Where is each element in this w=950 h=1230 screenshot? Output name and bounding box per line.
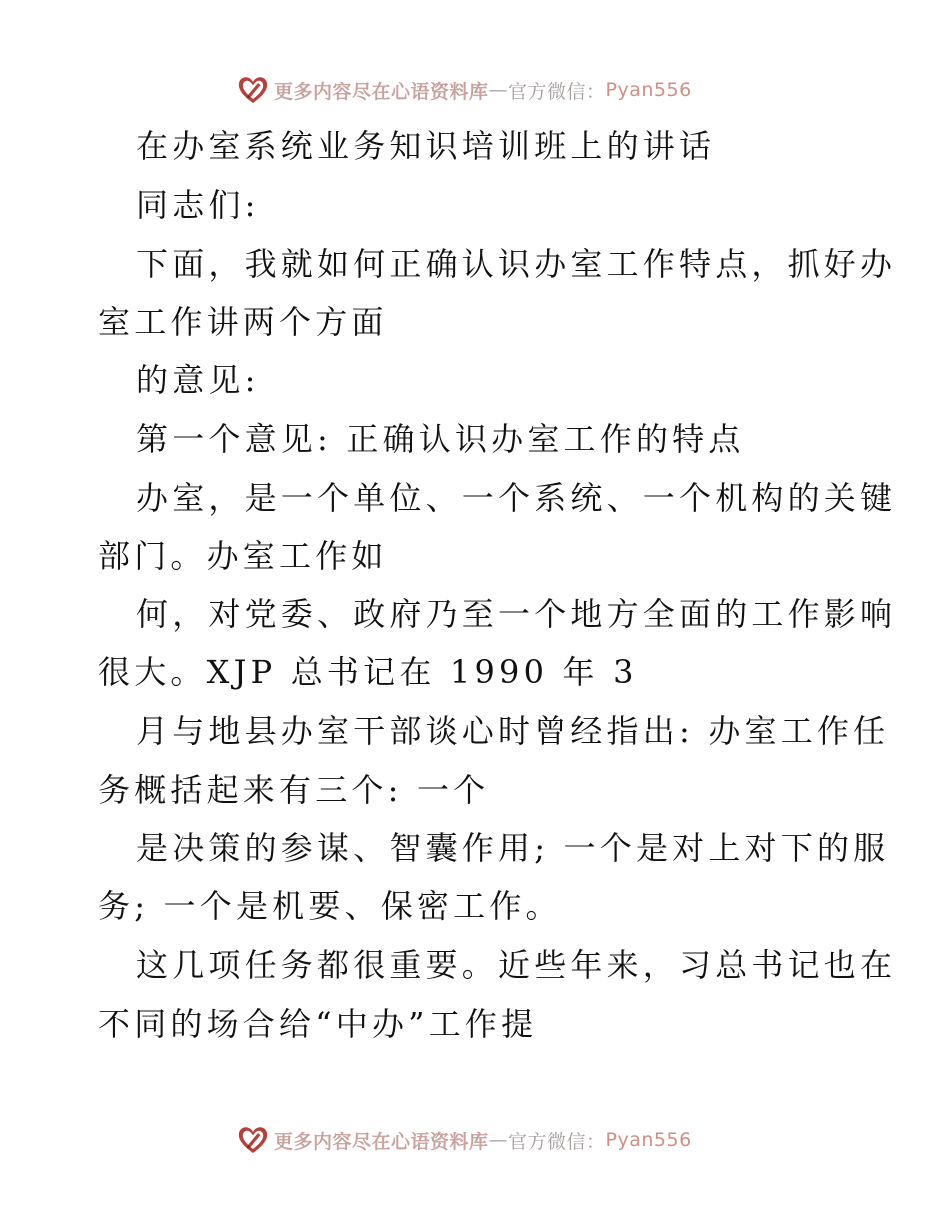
paragraph-line: 何，对党委、政府乃至一个地方全面的工作影响 (136, 595, 897, 633)
document-title: 在办室系统业务知识培训班上的讲话 (136, 127, 716, 165)
banner-main-text: 更多内容尽在心语资料库 (274, 1130, 489, 1153)
section-heading: 第一个意见: 正确认识办室工作的特点 (136, 420, 745, 458)
banner-sub-text: 官方微信： (508, 1130, 606, 1153)
paragraph-line: 室工作讲两个方面 (98, 303, 388, 341)
paragraph-line: 务; 一个是机要、保密工作。 (98, 887, 562, 925)
header-watermark-banner (236, 72, 692, 108)
paragraph-line: 不同的场合给“中办”工作提 (98, 1005, 538, 1043)
banner-dash: — (488, 1129, 509, 1151)
paragraph-line: 很大。XJP 总书记在 1990 年 3 (98, 653, 638, 691)
paragraph-line: 务概括起来有三个: 一个 (98, 771, 490, 809)
banner-handle: Pyan556 (605, 1129, 692, 1151)
paragraph-line: 下面，我就如何正确认识办室工作特点，抓好办 (136, 245, 897, 283)
footer-watermark-banner (236, 1122, 692, 1158)
banner-dash: — (488, 79, 509, 101)
heart-pen-logo-icon (236, 73, 270, 107)
paragraph-line: 部门。办室工作如 (98, 537, 388, 575)
paragraph-line: 这几项任务都很重要。近些年来，习总书记也在 (136, 946, 897, 984)
paragraph-line: 是决策的参谋、智囊作用; 一个是对上对下的服 (136, 829, 890, 867)
salutation: 同志们: (136, 186, 260, 224)
paragraph-line: 的意见: (136, 361, 260, 399)
banner-handle: Pyan556 (605, 79, 692, 101)
paragraph-line: 办室，是一个单位、一个系统、一个机构的关键 (136, 479, 897, 517)
banner-main-text: 更多内容尽在心语资料库 (274, 80, 489, 103)
paragraph-line: 月与地县办室干部谈心时曾经指出: 办室工作任 (136, 712, 890, 750)
heart-pen-logo-icon (236, 1123, 270, 1157)
banner-sub-text: 官方微信： (508, 80, 606, 103)
